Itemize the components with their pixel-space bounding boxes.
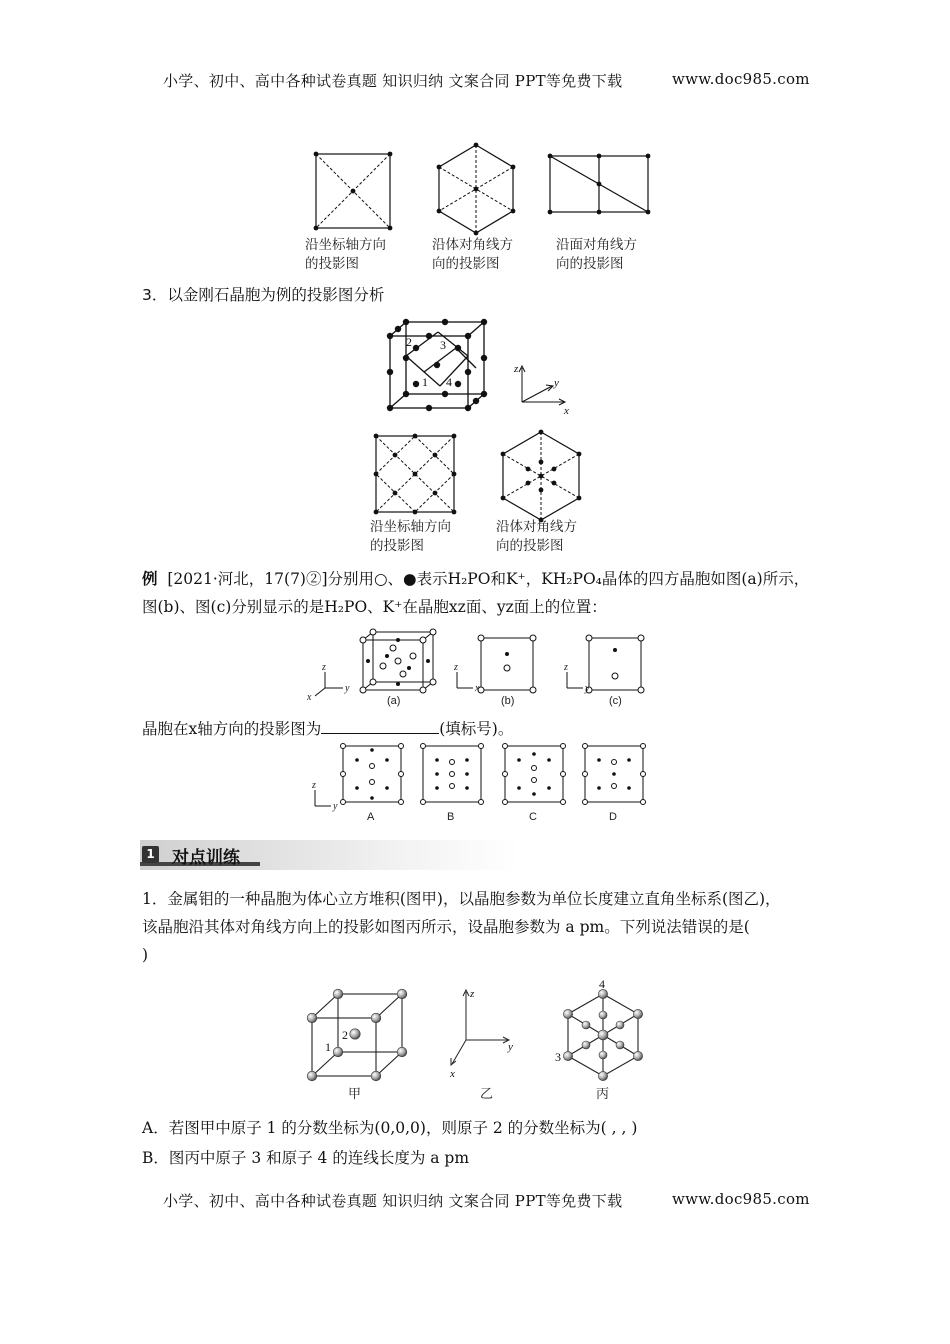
fig-c-cell xyxy=(567,635,644,693)
fig-b-cell xyxy=(457,635,536,693)
caption-line: 沿体对角线方 xyxy=(496,519,577,535)
hexagon-projection xyxy=(437,143,516,236)
fig-c-label: (c) xyxy=(609,695,622,707)
option-c-diagram xyxy=(503,744,566,805)
fig-c-z: z xyxy=(564,662,568,673)
fig1-caption-2 xyxy=(432,236,513,274)
bcc-cube xyxy=(307,989,407,1081)
header-text: 小学、初中、高中各种试卷真题 知识归纳 文案合同 PPT等免费下载 xyxy=(163,72,623,90)
option-d-diagram xyxy=(583,744,646,805)
axis-x-label: x xyxy=(564,405,569,417)
example-question xyxy=(142,716,513,742)
fig-c-y: y xyxy=(585,683,590,694)
options-axes xyxy=(315,790,331,806)
atom-2-label: 2 xyxy=(342,1028,348,1042)
q1-line-3: ) xyxy=(142,946,149,964)
fig-b-x: x xyxy=(475,683,480,694)
fig-jia-label: 甲 xyxy=(348,1087,362,1102)
caption-line: 的投影图 xyxy=(370,538,424,554)
footer-url: www.doc985.com xyxy=(672,1190,810,1208)
diamond-caption-2 xyxy=(496,518,577,556)
caption-line: 向的投影图 xyxy=(432,256,500,272)
example-label: 例 xyxy=(142,570,158,588)
answer-blank[interactable] xyxy=(321,718,439,734)
option-b-label: B xyxy=(447,811,455,823)
question-text: 晶胞在x轴方向的投影图为 xyxy=(142,720,322,738)
atom-label-4: 4 xyxy=(446,375,452,389)
diamond-cell-figure xyxy=(380,316,590,421)
atom-label-3: 3 xyxy=(440,338,446,352)
options-axis-y: y xyxy=(333,801,338,812)
page-header xyxy=(163,70,622,91)
diamond-diagonal-projection xyxy=(501,430,582,523)
axis-x: x xyxy=(450,1068,455,1080)
page-footer: 小学、初中、高中各种试卷真题 知识归纳 文案合同 PPT等免费下载 xyxy=(163,1192,623,1210)
options-axis-z: z xyxy=(312,780,316,791)
example-line-2: 图(b)、图(c)分别显示的是H₂PO、K⁺在晶胞xz面、yz面上的位置： xyxy=(142,598,607,616)
caption-line: 沿坐标轴方向 xyxy=(370,519,451,535)
diamond-axis-projection xyxy=(374,434,457,515)
atom-label-2: 2 xyxy=(406,335,412,349)
example-line-1 xyxy=(142,566,809,592)
fig1-caption-1 xyxy=(305,236,386,274)
rectangle-projection xyxy=(548,154,651,215)
atom-label-1: 1 xyxy=(422,375,428,389)
q1-line-1: 1．金属钼的一种晶胞为体心立方堆积(图甲)，以晶胞参数为单位长度建立直角坐标系(图乙)， xyxy=(142,890,781,908)
fig-a-cell xyxy=(315,629,436,696)
option-a-label: A xyxy=(367,811,375,823)
axis-y-label: y xyxy=(554,377,559,389)
section-title: 对点训练 xyxy=(172,848,240,868)
atom-3-label: 3 xyxy=(555,1050,561,1064)
caption-line: 沿体对角线方 xyxy=(432,237,513,253)
fig-a-x: x xyxy=(307,692,312,703)
section-3-title: 3．以金刚石晶胞为例的投影图分析 xyxy=(142,286,385,304)
atom-1-label: 1 xyxy=(325,1040,331,1054)
axis-z: z xyxy=(470,988,475,1000)
example-text: [2021·河北，17(7)②]分别用○、●表示H₂PO和K⁺，KH₂PO₄晶体的四方晶胞如图(a)所示， xyxy=(167,570,810,588)
fig-a-z: z xyxy=(322,662,326,673)
coordinate-axes xyxy=(449,988,513,1080)
hexagon-projection-bcc xyxy=(555,977,643,1081)
section-number-icon: 1 xyxy=(142,846,159,863)
fig-a-label: (a) xyxy=(387,695,401,707)
axis-z-label: z xyxy=(514,363,519,375)
caption-line: 沿坐标轴方向 xyxy=(305,237,386,253)
diamond-caption-1 xyxy=(370,518,451,556)
atom-4-label: 4 xyxy=(599,977,605,991)
option-d-label: D xyxy=(609,811,617,823)
header-url: www.doc985.com xyxy=(672,70,810,88)
molybdenum-figures xyxy=(300,977,660,1105)
fig1-caption-3 xyxy=(556,236,637,274)
caption-line: 沿面对角线方 xyxy=(556,237,637,253)
caption-line: 向的投影图 xyxy=(556,256,624,272)
option-a-diagram xyxy=(341,744,404,805)
square-projection xyxy=(314,152,393,231)
option-c-label: C xyxy=(529,811,537,823)
fig-b-label: (b) xyxy=(501,695,515,707)
fig-b-z: z xyxy=(454,662,458,673)
caption-line: 向的投影图 xyxy=(496,538,564,554)
question-suffix: (填标号)。 xyxy=(439,720,514,738)
option-b-diagram xyxy=(421,744,484,805)
kh2po4-figures xyxy=(305,628,645,708)
fig-a-y: y xyxy=(345,683,350,694)
diamond-projections xyxy=(370,430,600,520)
projection-options xyxy=(305,742,650,824)
q1-option-a[interactable]: A．若图甲中原子 1 的分数坐标为(0,0,0)，则原子 2 的分数坐标为( , , ) xyxy=(142,1119,638,1137)
q1-option-b[interactable]: B．图丙中原子 3 和原子 4 的连线长度为 a pm xyxy=(142,1149,470,1167)
projection-figures xyxy=(300,140,670,240)
caption-line: 的投影图 xyxy=(305,256,359,272)
q1-line-2: 该晶胞沿其体对角线方向上的投影如图丙所示，设晶胞参数为 a pm。下列说法错误的是( xyxy=(142,918,750,936)
axis-y: y xyxy=(508,1041,513,1053)
fig-bing-label: 丙 xyxy=(596,1087,610,1102)
fig-yi-label: 乙 xyxy=(480,1087,494,1102)
